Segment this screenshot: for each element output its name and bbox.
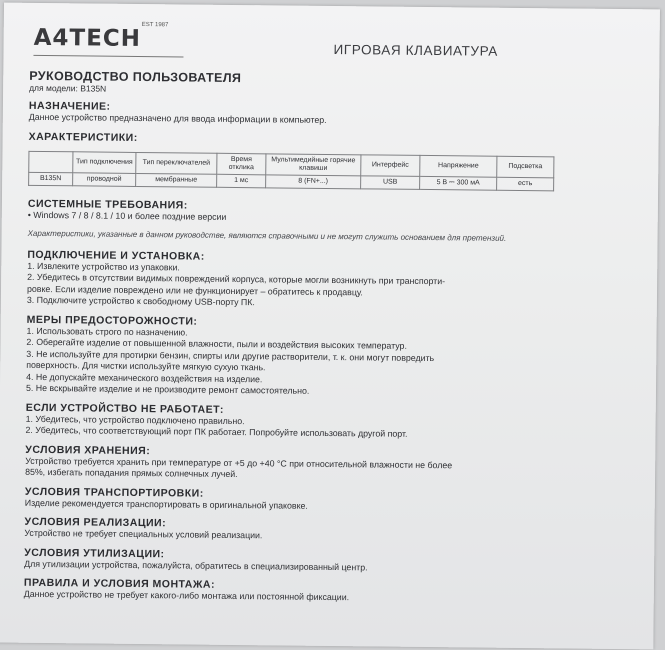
list-item: 1. Использовать строго по назначению. [26, 325, 188, 338]
list-item: 5. Не вскрывайте изделие и не производите ремонт самостоятельно. [25, 382, 310, 396]
sale-section [24, 516, 634, 546]
manual-content [24, 69, 640, 607]
column-header: Подсветка [497, 156, 554, 178]
transport-section [25, 485, 635, 515]
section-text: 85%, избегать попадания прямых солнечных лучей. [25, 466, 238, 480]
logo-est: EST 1987 [141, 22, 169, 29]
list-item: ровке. Если изделие повреждено или не функционирует – обратитесь к продавцу. [26, 283, 363, 297]
logo-underline [33, 55, 183, 58]
table-cell: B135N [29, 172, 73, 185]
specs-table [28, 150, 554, 191]
list-item: 2. Оберегайте изделие от повышенной влажности, пыли и воздействия высоких температур. [26, 336, 407, 351]
section-heading: ПРАВИЛА И УСЛОВИЯ МОНТАЖА: [23, 576, 216, 591]
column-header: Интерфейс [361, 154, 420, 176]
table-cell: есть [497, 177, 554, 191]
section-heading: НАЗНАЧЕНИЕ: [28, 99, 111, 113]
list-item: 2. Убедитесь, что соответствующий порт ПК работает. Попробуйте использовать другой порт. [25, 424, 408, 439]
section-text: Устройство требуется хранить при температуре от +5 до +40 °C при относительной влажности не более [25, 455, 453, 470]
not-working-section [25, 401, 635, 442]
logo-text: A4TECH [33, 24, 142, 53]
table-cell: проводной [73, 172, 136, 186]
list-item: 3. Подключите устройство к свободному USB-порту ПК. [26, 294, 255, 308]
table-cell: 1 мс [217, 174, 266, 188]
section-heading: ХАРАКТЕРИСТИКИ: [28, 130, 138, 144]
list-item: 1. Убедитесь, что устройство подключено правильно. [25, 413, 245, 426]
section-heading: МЕРЫ ПРЕДОСТОРОЖНОСТИ: [26, 313, 198, 328]
section-heading: СИСТЕМНЫЕ ТРЕБОВАНИЯ: [27, 197, 188, 212]
manual-sheet [0, 3, 660, 650]
mounting-section [24, 577, 634, 607]
list-item: 3. Не используйте для протирки бензин, спирты или другие растворители, т. к. они могут повредить [26, 348, 435, 363]
section-text: • Windows 7 / 8 / 8.1 / 10 и более поздние версии [27, 209, 227, 222]
system-section [28, 197, 638, 227]
column-header: Тип переключателей [136, 152, 217, 174]
column-header: Тип подключения [73, 151, 136, 173]
section-text: Для утилизации устройства, пожалуйста, обратитесь в специализированный центр. [24, 558, 368, 572]
section-text: Данное устройство предназначено для ввода информации в компьютер. [28, 111, 327, 125]
purpose-section [29, 100, 639, 130]
section-heading: УСЛОВИЯ УТИЛИЗАЦИИ: [24, 546, 165, 560]
disposal-section [24, 546, 634, 576]
model-line: для модели: B135N [29, 82, 107, 94]
column-header: Время отклика [217, 153, 266, 175]
table-cell: 8 (FN+...) [266, 174, 361, 188]
section-heading: ПОДКЛЮЧЕНИЕ И УСТАНОВКА: [27, 248, 205, 263]
product-type-title: ИГРОВАЯ КЛАВИАТУРА [333, 42, 499, 59]
column-header: Мультимедийные горячие клавиши [266, 153, 361, 175]
install-section [27, 248, 638, 312]
disclaimer-note: Характеристики, указанные в данном руководстве, являются справочными и не могут служить основанием для претензий. [27, 228, 507, 243]
specs-section [28, 130, 639, 191]
section-text: Устройство не требует специальных условий реализации. [24, 527, 263, 541]
column-header: Напряжение [420, 155, 497, 177]
precautions-section [26, 313, 637, 400]
table-cell: мембранные [136, 173, 217, 187]
list-item: 1. Извлеките устройство из упаковки. [27, 260, 180, 272]
list-item: поверхность. Для чистки используйте мягкую сухую ткань. [26, 359, 266, 373]
storage-section [25, 443, 635, 484]
column-header [29, 151, 73, 172]
table-cell: USB [361, 175, 420, 189]
section-heading: УСЛОВИЯ ТРАНСПОРТИРОВКИ: [24, 485, 204, 500]
list-item: 2. Убедитесь в отсутствии видимых повреждений корпуса, которые могли возникнуть при транспорти- [27, 271, 446, 287]
section-heading: УСЛОВИЯ РЕАЛИЗАЦИИ: [24, 515, 167, 530]
section-heading: ЕСЛИ УСТРОЙСТВО НЕ РАБОТАЕТ: [25, 401, 224, 416]
section-text: Данное устройство не требует какого-либо монтажа или постоянной фиксации. [23, 588, 350, 603]
list-item: 4. Не допускайте механического воздействия на изделие. [26, 371, 263, 384]
table-cell: 5 В ⎓ 300 мА [420, 176, 497, 190]
brand-logo [33, 21, 183, 59]
section-text: Изделие рекомендуется транспортировать в оригинальной упаковке. [24, 497, 308, 511]
section-heading: УСЛОВИЯ ХРАНЕНИЯ: [25, 443, 151, 457]
document-title: РУКОВОДСТВО ПОЛЬЗОВАТЕЛЯ [29, 68, 242, 86]
